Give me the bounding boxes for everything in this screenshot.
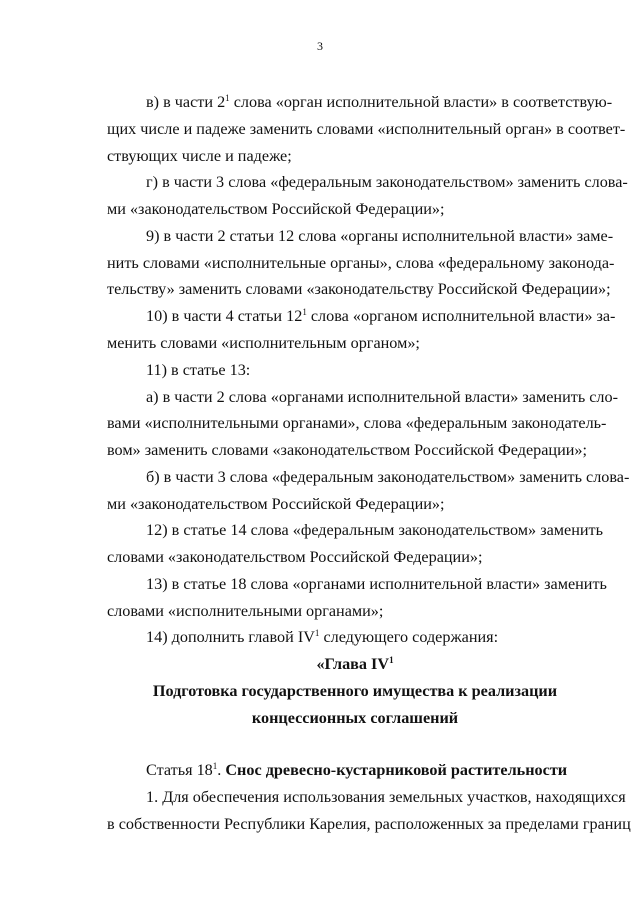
text-line: 1. Для обеспечения использования земельных участков, находящихся xyxy=(146,788,626,806)
text-line: ствующих числе и падеже; xyxy=(107,147,292,165)
article-title: Снос древесно-кустарниковой растительности xyxy=(225,761,568,779)
chapter-heading-line: Подготовка государственного имущества к реализации xyxy=(152,682,558,700)
text-line: б) в части 3 слова «федеральным законодательством» заменить слова- xyxy=(146,468,630,486)
text-line: вами «исполнительными органами», слова «федеральным законодатель- xyxy=(107,414,607,432)
text-line: 9) в части 2 статьи 12 слова «органы исполнительной власти» заме- xyxy=(146,227,614,245)
text-line: нить словами «исполнительные органы», слова «федеральному законода- xyxy=(107,254,615,272)
text-line: тельству» заменить словами «законодательству Российской Федерации»; xyxy=(107,280,611,298)
text-line: 10) в части 4 статьи $12^1$ слова «органом исполнительной власти» за- xyxy=(146,307,616,325)
chapter-title: «Глава $IV^1$ xyxy=(316,655,394,673)
text-line: 12) в статье 14 слова «федеральным законодательством» заменить xyxy=(146,521,603,539)
text-line: словами «исполнительными органами»; xyxy=(107,602,384,620)
text-line: менить словами «исполнительным органом»; xyxy=(107,334,420,352)
text-line: г) в части 3 слова «федеральным законодательством» заменить слова- xyxy=(146,173,628,191)
text-line: щих числе и падеже заменить словами «исполнительный орган» в соответ- xyxy=(107,120,626,138)
text-line: ми «законодательством Российской Федерации»; xyxy=(107,495,445,513)
text-line: в) в части $2^1$ слова «орган исполнительной власти» в соответствую- xyxy=(146,93,613,111)
chapter-heading-line: концессионных соглашений xyxy=(251,709,459,727)
text-line: 13) в статье 18 слова «органами исполнительной власти» заменить xyxy=(146,575,607,593)
text-line: вом» заменить словами «законодательством Российской Федерации»; xyxy=(107,441,588,459)
text-line: ми «законодательством Российской Федерации»; xyxy=(107,200,445,218)
text-line: в собственности Республики Карелия, расположенных за пределами границ xyxy=(107,815,631,833)
text-line: а) в части 2 слова «органами исполнительной власти» заменить сло- xyxy=(146,388,618,406)
page-number: 3 xyxy=(317,39,323,53)
text-line: 11) в статье 13: xyxy=(146,361,251,379)
text-line: 14) дополнить главой $IV^1$ следующего содержания: xyxy=(146,628,499,646)
text-line: словами «законодательством Российской Федерации»; xyxy=(107,548,483,566)
article-heading: Статья $18^1$. Снос древесно-кустарниковой растительности xyxy=(146,761,568,779)
